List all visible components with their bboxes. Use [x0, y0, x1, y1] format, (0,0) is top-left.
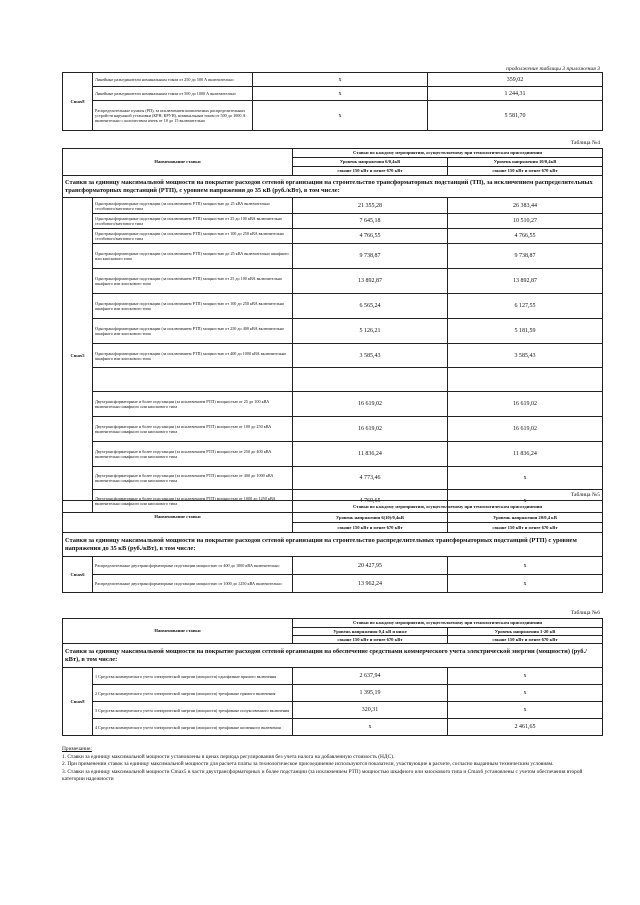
- rate-value: 1 244,31: [428, 87, 603, 101]
- rate-value: 13 892,87: [293, 269, 448, 294]
- rate-value: [293, 368, 448, 392]
- rate-value: 4 773,46: [293, 467, 448, 490]
- table-row: [63, 344, 603, 368]
- column-header: Уровень напряжения 1-20 кВ: [448, 628, 603, 636]
- column-header: Уровень напряжения 6(10)/0,4кВ: [293, 513, 448, 523]
- table-5-caption: Таблица №5: [570, 492, 600, 498]
- sub-header: свыше 150 кВт и менее 670 кВт: [293, 523, 448, 533]
- rate-value: 5 581,70: [428, 101, 603, 131]
- rate-value: x: [448, 467, 603, 490]
- rate-name: Двухтрансформаторные и более подстанции (за исключением РТП) мощностью от 25 до 100 кВА включительно шкафного или киоскового типа: [93, 392, 293, 417]
- rate-name: Двухтрансформаторные и более подстанции (за исключением РТП) мощностью от 400 до 1000 кВА включительно шкафного или киоскового типа: [93, 467, 293, 490]
- notes-title: Примечание:: [62, 746, 92, 752]
- table-row: [63, 269, 603, 294]
- table-6-caption: Таблица №6: [570, 610, 600, 616]
- rate-value: x: [293, 719, 448, 736]
- table-row: [63, 392, 603, 417]
- rate-value: 320,31: [293, 702, 448, 719]
- rate-name: Однотрансформаторные подстанции (за исключением РТП) мощностью до 25 кВА включительно шкафного или киоскового типа: [93, 244, 293, 269]
- rate-name: [93, 368, 293, 392]
- rate-value: 6 565,24: [293, 294, 448, 319]
- rate-value: 9 738,87: [448, 244, 603, 269]
- sub-header: свыше 150 кВт и менее 670 кВт: [448, 523, 603, 533]
- rate-value: 9 738,87: [293, 244, 448, 269]
- rate-name: Однотрансформаторные подстанции (за исключением РТП) мощностью от 100 до 250 кВА включительно столбового/мачтового типа: [93, 229, 293, 244]
- rate-value: 3 585,43: [293, 344, 448, 368]
- table-row: [63, 368, 603, 392]
- rate-name: Однотрансформаторные подстанции (за исключением РТП) мощностью от 250 до 400 кВА включительно шкафного или киоскового типа: [93, 319, 293, 344]
- table-5: [62, 500, 603, 593]
- table-6: [62, 618, 603, 736]
- rate-value: x: [448, 702, 603, 719]
- rate-value: 2 461,65: [448, 719, 603, 736]
- rate-name: [93, 719, 293, 736]
- rate-value: 6 127,55: [448, 294, 603, 319]
- rate-name: Распределительные двухтрансформаторные подстанции мощностью от 400 до 1000 кВА включительно: [93, 557, 293, 575]
- name-header: Наименование ставки: [63, 619, 293, 644]
- rate-value: x: [448, 575, 603, 593]
- column-header: Уровень напряжения 6/0,4кВ: [293, 158, 448, 167]
- rate-name-text: Средства коммерческого учета электрической энергии (мощности) трехфазные косвенного включения: [98, 724, 281, 730]
- rate-name: Двухтрансформаторные и более подстанции (за исключением РТП) мощностью от 100 до 250 кВА включительно шкафного или киоскового типа: [93, 417, 293, 442]
- row-number: 3: [95, 707, 98, 713]
- table-row: [63, 557, 603, 575]
- table-row: [63, 685, 603, 702]
- table-4: [62, 148, 603, 513]
- rate-value: x: [253, 73, 428, 87]
- rate-value: 7 645,18: [293, 214, 448, 229]
- rate-value: 4 766,55: [448, 229, 603, 244]
- rate-code: Cmax8: [63, 668, 93, 736]
- rate-name-text: Средства коммерческого учета электрической энергии (мощности) однофазные прямого включения: [98, 673, 277, 679]
- section-title: Ставки за единицу максимальной мощности на покрытие расходов сетевой организации на обеспечение средствами коммерческого учета электрической энергии (мощности) (руб./кВт), в том числе:: [63, 644, 603, 668]
- rate-name: Линейные разъединители номинальным током от 250 до 500 А включительно: [93, 73, 253, 87]
- rate-code: Cmax5: [63, 198, 93, 513]
- row-number: 2: [95, 690, 98, 696]
- column-header: Уровень напряжения 10/0,4кВ: [448, 158, 603, 167]
- name-header: Наименование ставки: [63, 501, 293, 533]
- column-header: Уровень напряжения 20/0,4 кВ: [448, 513, 603, 523]
- row-number: 1: [95, 673, 98, 679]
- table-row: [63, 214, 603, 229]
- rate-name-text: Средства коммерческого учета электрической энергии (мощности) трехфазные прямого включения: [98, 690, 276, 696]
- rate-value: 13 962,24: [293, 575, 448, 593]
- rate-name: Однотрансформаторные подстанции (за исключением РТП) мощностью до 25 кВА включительно столбового/мачтового типа: [93, 198, 293, 214]
- sub-header: свыше 150 кВт и менее 670 кВт: [448, 636, 603, 644]
- rate-value: 20 427,95: [293, 557, 448, 575]
- rate-value: 16 619,02: [293, 417, 448, 442]
- rate-value: 21 355,28: [293, 198, 448, 214]
- table-row: [63, 198, 603, 214]
- section-title: Ставки за единицу максимальной мощности на покрытие расходов сетевой организации на строительство трансформаторных подстанций (ТП), за исключением распределительных трансформаторных подстанций (РТП), с уровнем напряжения до 35 кВ (руб./кВт), в том числе:: [63, 176, 603, 198]
- sub-header: свыше 150 кВт и менее 670 кВт: [448, 167, 603, 176]
- rate-value: 4 766,55: [293, 229, 448, 244]
- notes: [62, 746, 602, 784]
- rate-name: [93, 668, 293, 685]
- rate-name: Однотрансформаторные подстанции (за исключением РТП) мощностью от 25 до 100 кВА включительно шкафного или киоскового типа: [93, 269, 293, 294]
- rate-name: Распределительные двухтрансформаторные подстанции мощностью от 1000 до 1250 кВА включительно: [93, 575, 293, 593]
- group-header: Ставки по каждому мероприятию, осуществляемому при технологическом присоединении: [293, 149, 603, 158]
- rate-value: 11 836,24: [293, 442, 448, 467]
- group-header: Ставки по каждому мероприятию, осуществляемому при технологическом присоединении: [293, 501, 603, 513]
- rate-value: 4 769,65: [293, 490, 448, 513]
- rate-name-text: Средства коммерческого учета электрической энергии (мощности) трехфазные полукосвенного включения: [98, 707, 290, 713]
- rate-value: 16 619,02: [448, 417, 603, 442]
- table-row: [63, 702, 603, 719]
- rate-value: 5 181,59: [448, 319, 603, 344]
- table-row: [63, 229, 603, 244]
- table-row: [63, 101, 603, 131]
- sub-header: свыше 150 кВт и менее 670 кВт: [293, 636, 448, 644]
- row-number: 4: [95, 724, 98, 730]
- table-row: [63, 319, 603, 344]
- note-item: 2. При применении ставок за единицу максимальной мощности для расчета платы за технологическое присоединение используются показатели, участвующие в расчете, согласно выданным техническим условиям.: [62, 761, 554, 768]
- rate-value: x: [448, 668, 603, 685]
- rate-name: Двухтрансформаторные и более подстанции (за исключением РТП) мощностью от 1000 до 1250 кВА включительно шкафного или киоскового типа: [93, 490, 293, 513]
- section-title: Ставки за единицу максимальной мощности на покрытие расходов сетевой организации на строительство распределительных трансформаторных подстанций (РТП) с уровнем напряжения до 35 кВ (руб./кВт), в том числе:: [63, 533, 603, 557]
- rate-value: 16 619,02: [448, 392, 603, 417]
- rate-value: 11 836,24: [448, 442, 603, 467]
- rate-value: 26 383,44: [448, 198, 603, 214]
- rate-value: x: [448, 490, 603, 513]
- rate-value: 1 395,19: [293, 685, 448, 702]
- table-row: [63, 417, 603, 442]
- rate-value: 10 510,27: [448, 214, 603, 229]
- table-row: [63, 294, 603, 319]
- table-row: [63, 719, 603, 736]
- rate-value: 13 892,87: [448, 269, 603, 294]
- rate-value: 2 637,94: [293, 668, 448, 685]
- rate-name: [93, 685, 293, 702]
- rate-name: Однотрансформаторные подстанции (за исключением РТП) мощностью от 100 до 250 кВА включительно шкафного или киоскового типа: [93, 294, 293, 319]
- table-row: [63, 73, 603, 87]
- table-row: [63, 87, 603, 101]
- rate-code: Cmax6: [63, 557, 93, 593]
- table-row: [63, 467, 603, 490]
- rate-name: Двухтрансформаторные и более подстанции (за исключением РТП) мощностью от 250 до 400 кВА включительно шкафного или киоскового типа: [93, 442, 293, 467]
- rate-value: [448, 368, 603, 392]
- name-header: Наименование ставки: [63, 149, 293, 176]
- rate-code: Cmax8: [63, 73, 93, 131]
- rate-name: [93, 702, 293, 719]
- rate-value: x: [253, 101, 428, 131]
- table-row: [63, 442, 603, 467]
- table-row: [63, 668, 603, 685]
- rate-name: Однотрансформаторные подстанции (за исключением РТП) мощностью от 25 до 100 кВА включительно столбового/мачтового типа: [93, 214, 293, 229]
- rate-value: 359,02: [428, 73, 603, 87]
- rate-value: x: [448, 557, 603, 575]
- rate-value: x: [253, 87, 428, 101]
- rate-name: Распределительные пункты (РП), за исключением комплектных распределительных устройств наружной установки (КРН, КРУН), номинальным током от 500 до 1000 А включительно с количеством ячеек от 10 до 15 включительно: [93, 101, 253, 131]
- rate-value: 5 126,21: [293, 319, 448, 344]
- group-header: Ставки по каждому мероприятию, осуществляемому при технологическом присоединении: [293, 619, 603, 628]
- table-3-continuation: [62, 72, 603, 131]
- rate-value: 3 585,43: [448, 344, 603, 368]
- rate-name: Однотрансформаторные подстанции (за исключением РТП) мощностью от 400 до 1000 кВА включительно шкафного или киоскового типа: [93, 344, 293, 368]
- column-header: Уровень напряжения 0,4 кВ и ниже: [293, 628, 448, 636]
- note-item: 3. Ставки за единицу максимальной мощности Cmax5 в части двухтрансформаторных и более подстанции (за исключением РТП) мощностью шкафного или киоскового типа и Cmax6 установлены с учетом обеспечения второй категории надежности: [62, 768, 583, 783]
- continuation-label: продолжение таблицы 3 приложения 3: [506, 66, 600, 72]
- note-item: 1. Ставки за единицу максимальной мощности установлены в ценах периода регулирования без учета налога на добавленную стоимость (НДС).: [62, 753, 395, 760]
- sub-header: свыше 150 кВт и менее 670 кВт: [293, 167, 448, 176]
- table-row: [63, 244, 603, 269]
- rate-value: 16 619,02: [293, 392, 448, 417]
- rate-name: Линейные разъединители номинальным током от 500 до 1000 А включительно: [93, 87, 253, 101]
- rate-value: x: [448, 685, 603, 702]
- table-row: [63, 575, 603, 593]
- table-4-caption: Таблица №4: [570, 140, 600, 146]
